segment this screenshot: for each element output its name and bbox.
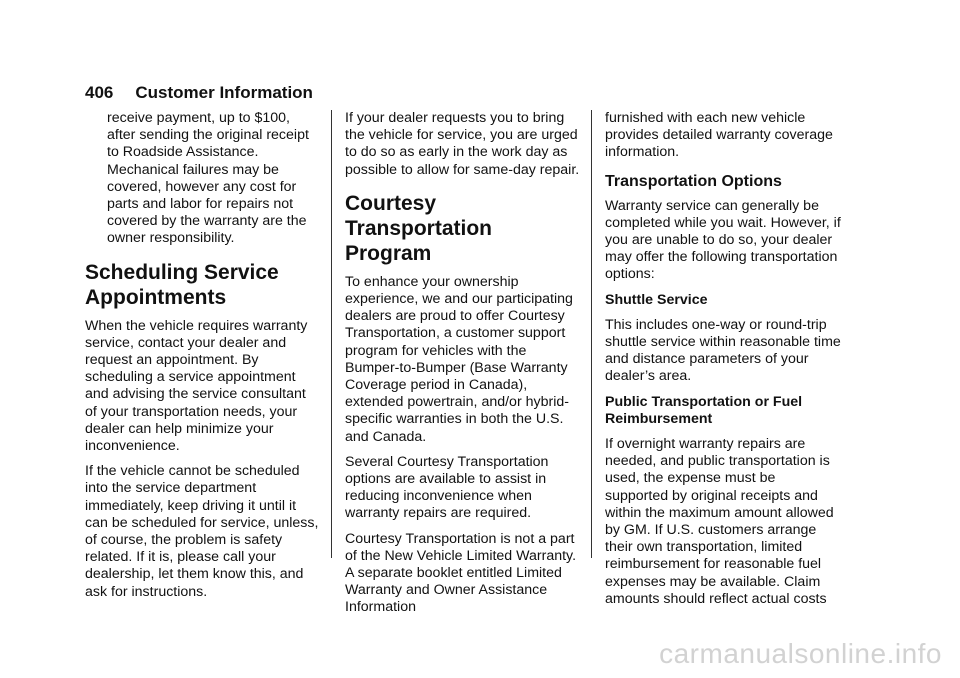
section-title: Customer Information (135, 83, 313, 102)
paragraph: Courtesy Transportation is not a part of the New Vehicle Limited Warranty. A separate booklet entitled Limited Warranty and Owner Assistance Information (345, 530, 577, 616)
column-divider (591, 110, 592, 558)
page-header (85, 82, 313, 104)
paragraph: Warranty service can generally be completed while you wait. However, if you are unable to do so, your dealer may offer the following transportation options: (605, 197, 841, 283)
column-2 (345, 110, 581, 625)
paragraph: If the vehicle cannot be scheduled into the service department immediately, keep driving it until it can be scheduled for service, unless, of course, the problem is safety related. If it is, please call your dealership, let them know this, and ask for instructions. (85, 463, 319, 600)
heading-courtesy-transportation: Courtesy Transportation Program (345, 191, 493, 265)
subheading-public-transportation: Public Transportation or Fuel Reimbursement (605, 393, 803, 427)
paragraph: furnished with each new vehicle provides detailed warranty coverage information. (605, 110, 833, 161)
page-number: 406 (85, 83, 114, 102)
column-1 (85, 110, 321, 609)
continued-paragraph: receive payment, up to $100, after sending the original receipt to Roadside Assistance. Mechanical failures may be covered, however any cost for parts and labor for repairs not covered by the warranty are the owner responsibility. (107, 110, 309, 247)
column-3 (605, 110, 841, 616)
heading-transportation-options: Transportation Options (605, 172, 782, 190)
watermark: carmanualsonline.info (659, 638, 942, 669)
paragraph: When the vehicle requires warranty service, contact your dealer and request an appointment. By scheduling a service appointment and advising the service consultant of your transportation needs, your dealer can help minimize your inconvenience. (85, 317, 308, 455)
column-divider (331, 110, 332, 558)
heading-scheduling-service: Scheduling Service Appointments (85, 260, 279, 309)
paragraph: If your dealer requests you to bring the vehicle for service, you are urged to do so as early in the work day as possible to allow for same-day repair. (345, 110, 580, 178)
paragraph: This includes one-way or round-trip shuttle service within reasonable time and distance parameters of your dealer’s area. (605, 316, 841, 385)
paragraph: Several Courtesy Transportation options are available to assist in reducing inconvenience when warranty repairs are required. (345, 453, 549, 522)
paragraph: To enhance your ownership experience, we and our participating dealers are proud to offer Courtesy Transportation, a customer support program for vehicles with the Bumper-to-Bumper (Base Warranty Coverage period in Canada), extended powertrain, and/or hybrid-specific warranties in both the U.S. and Canada. (345, 273, 573, 445)
subheading-shuttle-service: Shuttle Service (605, 291, 708, 308)
paragraph: If overnight warranty repairs are needed, and public transportation is used, the expense must be supported by original receipts and within the maximum amount allowed by GM. If U.S. customers arrange their own transportation, limited reimbursement for reasonable fuel expenses may be available. Claim amounts should reflect actual costs (605, 436, 834, 607)
